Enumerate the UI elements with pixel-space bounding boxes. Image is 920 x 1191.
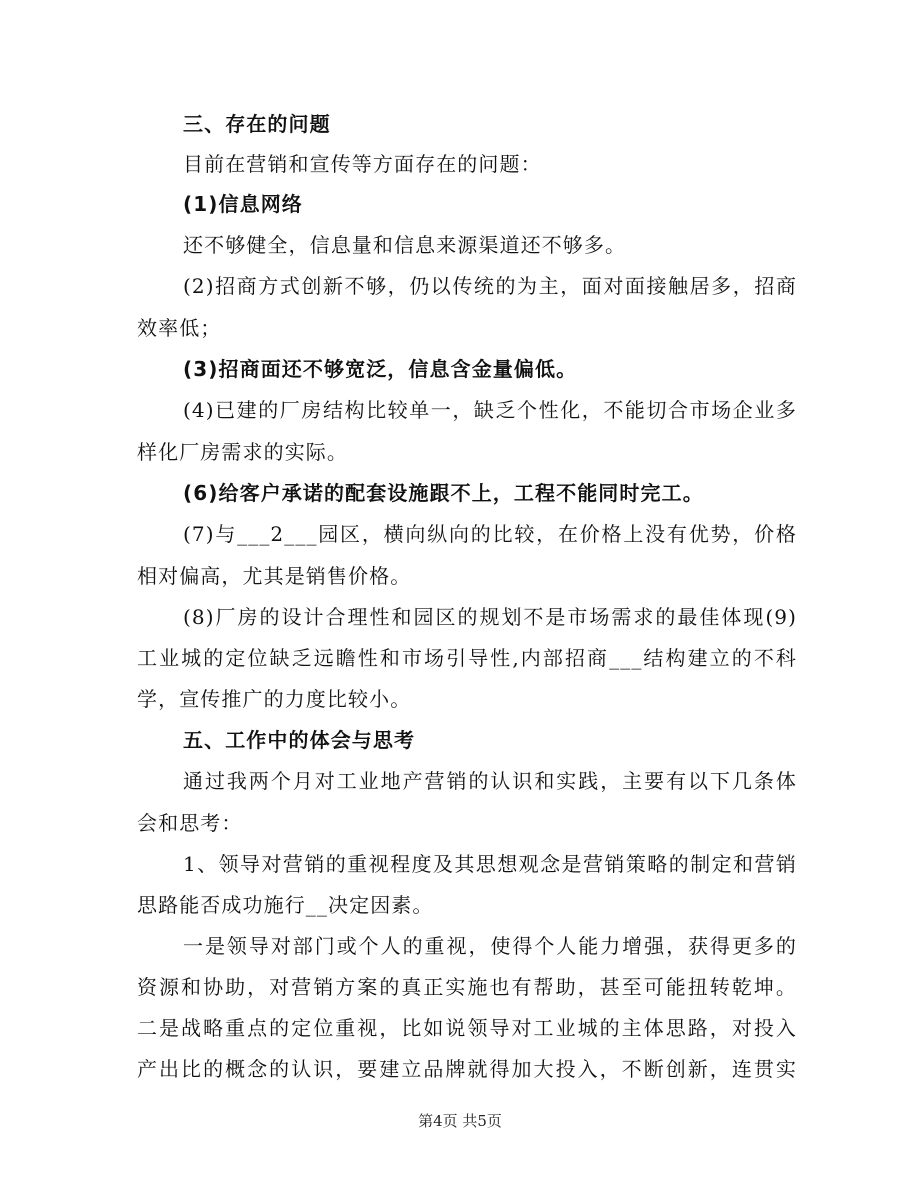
- paragraph-line: 样化厂房需求的实际。: [137, 440, 348, 464]
- paragraph-line: 资源和协助，对营销方案的真正实施也有帮助，甚至可能扭转乾坤。: [137, 975, 797, 999]
- paragraph-line: 目前在营销和宣传等方面存在的问题：: [183, 152, 542, 176]
- paragraph-line: 二是战略重点的定位重视，比如说领导对工业城的主体思路，对投入: [137, 1016, 797, 1040]
- item-heading: (1)信息网络: [183, 192, 303, 216]
- paragraph-line: (7)与___2___园区，横向纵向的比较，在价格上没有优势，价格: [183, 522, 797, 546]
- item-heading: (3)招商面还不够宽泛，信息含金量偏低。: [183, 357, 578, 381]
- paragraph-line: 相对偏高，尤其是销售价格。: [137, 564, 412, 588]
- paragraph-line: (4)已建的厂房结构比较单一，缺乏个性化，不能切合市场企业多: [183, 398, 797, 422]
- paragraph-line: 学，宣传推广的力度比较小。: [137, 687, 412, 711]
- paragraph-line: (8)厂房的设计合理性和园区的规划不是市场需求的最佳体现(9): [183, 605, 797, 629]
- paragraph-line: 会和思考：: [137, 811, 243, 835]
- paragraph-line: 工业城的定位缺乏远瞻性和市场引导性,内部招商___结构建立的不科: [137, 646, 797, 670]
- page-number-footer: 第4页 共5页: [418, 1112, 502, 1130]
- paragraph-line: 产出比的概念的认识，要建立品牌就得加大投入，不断创新，连贯实: [137, 1057, 797, 1081]
- paragraph-line: 还不够健全，信息量和信息来源渠道还不够多。: [183, 233, 627, 257]
- paragraph-line: 效率低；: [137, 316, 222, 340]
- paragraph-line: 思路能否成功施行__决定因素。: [137, 893, 434, 917]
- paragraph-line: (2)招商方式创新不够，仍以传统的为主，面对面接触居多，招商: [183, 274, 797, 298]
- item-heading: (6)给客户承诺的配套设施跟不上，工程不能同时完工。: [183, 481, 704, 505]
- paragraph-line: 一是领导对部门或个人的重视，使得个人能力增强，获得更多的: [183, 934, 797, 958]
- section-heading-problems: 三、存在的问题: [183, 112, 331, 136]
- paragraph-line: 通过我两个月对工业地产营销的认识和实践，主要有以下几条体: [183, 769, 797, 793]
- section-heading-reflection: 五、工作中的体会与思考: [183, 728, 416, 752]
- paragraph-line: 1、领导对营销的重视程度及其思想观念是营销策略的制定和营销: [183, 852, 797, 876]
